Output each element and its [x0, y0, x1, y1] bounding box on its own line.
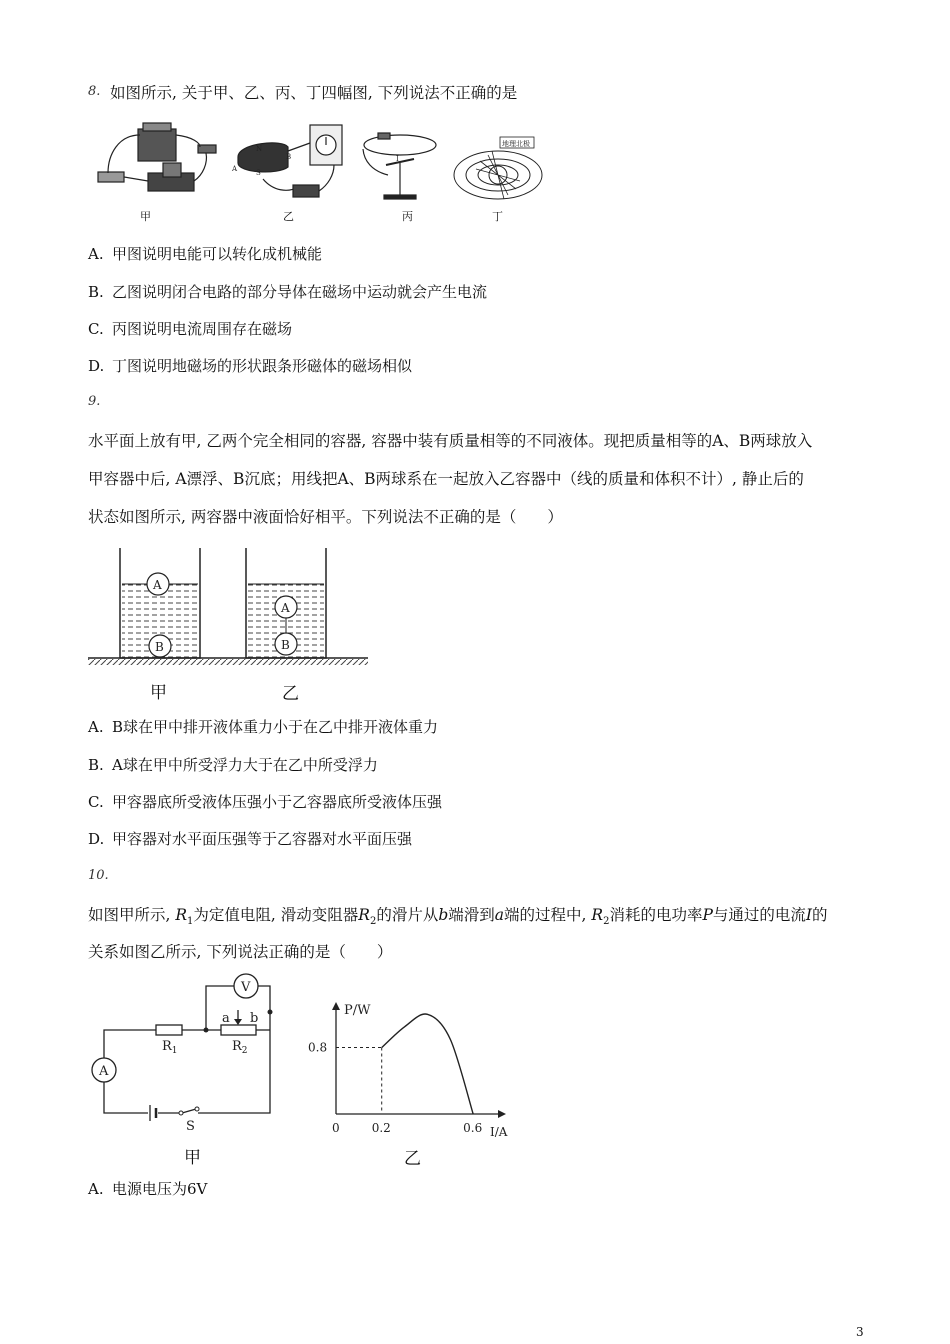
containers-figure — [88, 540, 373, 675]
slider-arrow — [234, 1019, 242, 1025]
option-label: B. — [88, 756, 104, 774]
svg-text:N: N — [256, 145, 263, 153]
q8-option-b[interactable] — [88, 281, 487, 302]
q10-option-a[interactable] — [88, 1178, 207, 1199]
option-label: B. — [88, 283, 104, 301]
x-axis-arrow — [498, 1110, 506, 1118]
svg-text:a: a — [222, 1011, 230, 1026]
electromagnetism-figures — [88, 115, 548, 227]
container-jia — [120, 548, 200, 658]
svg-text:B: B — [286, 153, 292, 161]
circuit-diagram — [86, 970, 286, 1134]
svg-text:R2: $R_2$ — [232, 1039, 248, 1056]
question-9-stem-line-2: 甲容器中后, A漂浮、B沉底；用线把A、B两球系在一起放入乙容器中（线的质量和体积不计）, 静止后的 — [88, 470, 804, 488]
power-current-chart — [300, 994, 530, 1144]
q8-option-c[interactable] — [88, 318, 292, 339]
option-text: 甲容器底所受液体压强小于乙容器底所受液体压强 — [112, 793, 443, 811]
question-9-number: 9. — [88, 394, 101, 409]
ball-b-label: B — [281, 638, 290, 652]
y-axis-label: P/W — [344, 1003, 371, 1018]
question-8-stem: 如图所示, 关于甲、乙、丙、丁四幅图, 下列说法不正确的是 — [110, 84, 518, 102]
power-curve — [382, 1014, 473, 1114]
option-label: A. — [88, 718, 104, 736]
q9-option-d[interactable] — [88, 828, 412, 849]
svg-text:S: S — [186, 1119, 195, 1134]
battery — [138, 129, 176, 161]
question-9-stem-line-3: 状态如图所示, 两容器中液面恰好相平。下列说法不正确的是（ ） — [88, 508, 563, 526]
figure-jia-motor — [98, 123, 216, 191]
option-label: A. — [88, 245, 104, 263]
svg-text:R1: $R_1$ — [162, 1039, 178, 1056]
fig8-label-ding: 丁 — [492, 210, 503, 223]
question-10-chart — [300, 994, 530, 1144]
q9-option-c[interactable] — [88, 791, 442, 812]
question-10-number: 10. — [88, 868, 109, 883]
svg-text:I: I — [396, 155, 399, 163]
q8-option-a[interactable] — [88, 243, 322, 264]
option-text: 乙图说明闭合电路的部分导体在磁场中运动就会产生电流 — [112, 283, 488, 301]
q9-option-b[interactable] — [88, 754, 378, 775]
fig10-label-yi: 乙 — [404, 1149, 421, 1169]
question-8-number: 8. — [88, 84, 101, 99]
rheostat-r2 — [221, 1025, 256, 1035]
x-tick-0: 0 — [332, 1121, 340, 1135]
horseshoe-magnet — [238, 143, 288, 172]
ball-b-label: B — [155, 640, 164, 654]
q9-option-a[interactable] — [88, 716, 438, 737]
question-9-stem-line-1: 水平面上放有甲, 乙两个完全相同的容器, 容器中装有质量相等的不同液体。现把质量相等的A、B两球放入 — [88, 432, 813, 450]
svg-text:A: A — [99, 1064, 109, 1079]
option-label: D. — [88, 830, 105, 848]
option-text: B球在甲中排开液体重力小于在乙中排开液体重力 — [112, 718, 439, 736]
option-text: A球在甲中所受浮力大于在乙中所受浮力 — [112, 756, 378, 774]
option-text: 甲容器对水平面压强等于乙容器对水平面压强 — [112, 830, 413, 848]
fig8-label-bing: 丙 — [402, 210, 413, 223]
x-tick-0.2: 0.2 — [371, 1121, 391, 1135]
svg-text:b: b — [250, 1011, 259, 1026]
option-text: 电源电压为6V — [112, 1180, 208, 1198]
page-number: 3 — [856, 1325, 864, 1339]
fig9-label-yi: 乙 — [282, 684, 299, 704]
question-10-stem-line-1: 如图甲所示, $R_1$为定值电阻, 滑动变阻器$R_2$的滑片从b端滑到a端的过程中, $R_2$消耗的电功率P与通过的电流I的 — [88, 906, 828, 928]
option-label: C. — [88, 793, 104, 811]
y-tick-0.8: 0.8 — [308, 1040, 328, 1055]
svg-text:S: S — [256, 169, 261, 177]
option-label: C. — [88, 320, 104, 338]
figure-ding-earth-field — [454, 137, 542, 199]
option-text: 丙图说明电流周围存在磁场 — [112, 320, 293, 338]
figure-yi-induction — [231, 125, 342, 197]
fig8-label-jia: 甲 — [140, 210, 151, 223]
battery-small — [378, 133, 390, 139]
option-label: D. — [88, 357, 105, 375]
svg-text:V: V — [241, 980, 251, 995]
ball-a-label: A — [281, 601, 290, 615]
fig8-label-yi: 乙 — [283, 210, 294, 223]
geographic-north-tag: 地理北极 — [502, 140, 530, 148]
question-10-stem-line-2: 关系如图乙所示, 下列说法正确的是（ ） — [88, 943, 393, 961]
option-label: A. — [88, 1180, 104, 1198]
x-tick-0.6: 0.6 — [463, 1121, 483, 1135]
resistor-r1 — [156, 1025, 182, 1035]
fig9-label-jia: 甲 — [150, 683, 167, 703]
question-8-figures — [88, 115, 548, 227]
ball-a-label: A — [153, 578, 162, 592]
question-10-circuit — [86, 970, 286, 1134]
option-text: 甲图说明电能可以转化成机械能 — [112, 245, 323, 263]
q8-option-d[interactable] — [88, 355, 412, 376]
ground-hatch — [88, 659, 368, 665]
x-axis-label: I/A — [490, 1125, 508, 1139]
option-text: 丁图说明地磁场的形状跟条形磁体的磁场相似 — [112, 357, 413, 375]
figure-bing-oersted — [363, 133, 436, 199]
svg-text:A: A — [232, 165, 238, 173]
switch — [98, 172, 124, 182]
y-axis-arrow — [332, 1002, 340, 1010]
container-yi — [246, 548, 326, 658]
question-9-figure — [88, 540, 373, 675]
fig10-label-jia: 甲 — [184, 1148, 201, 1168]
